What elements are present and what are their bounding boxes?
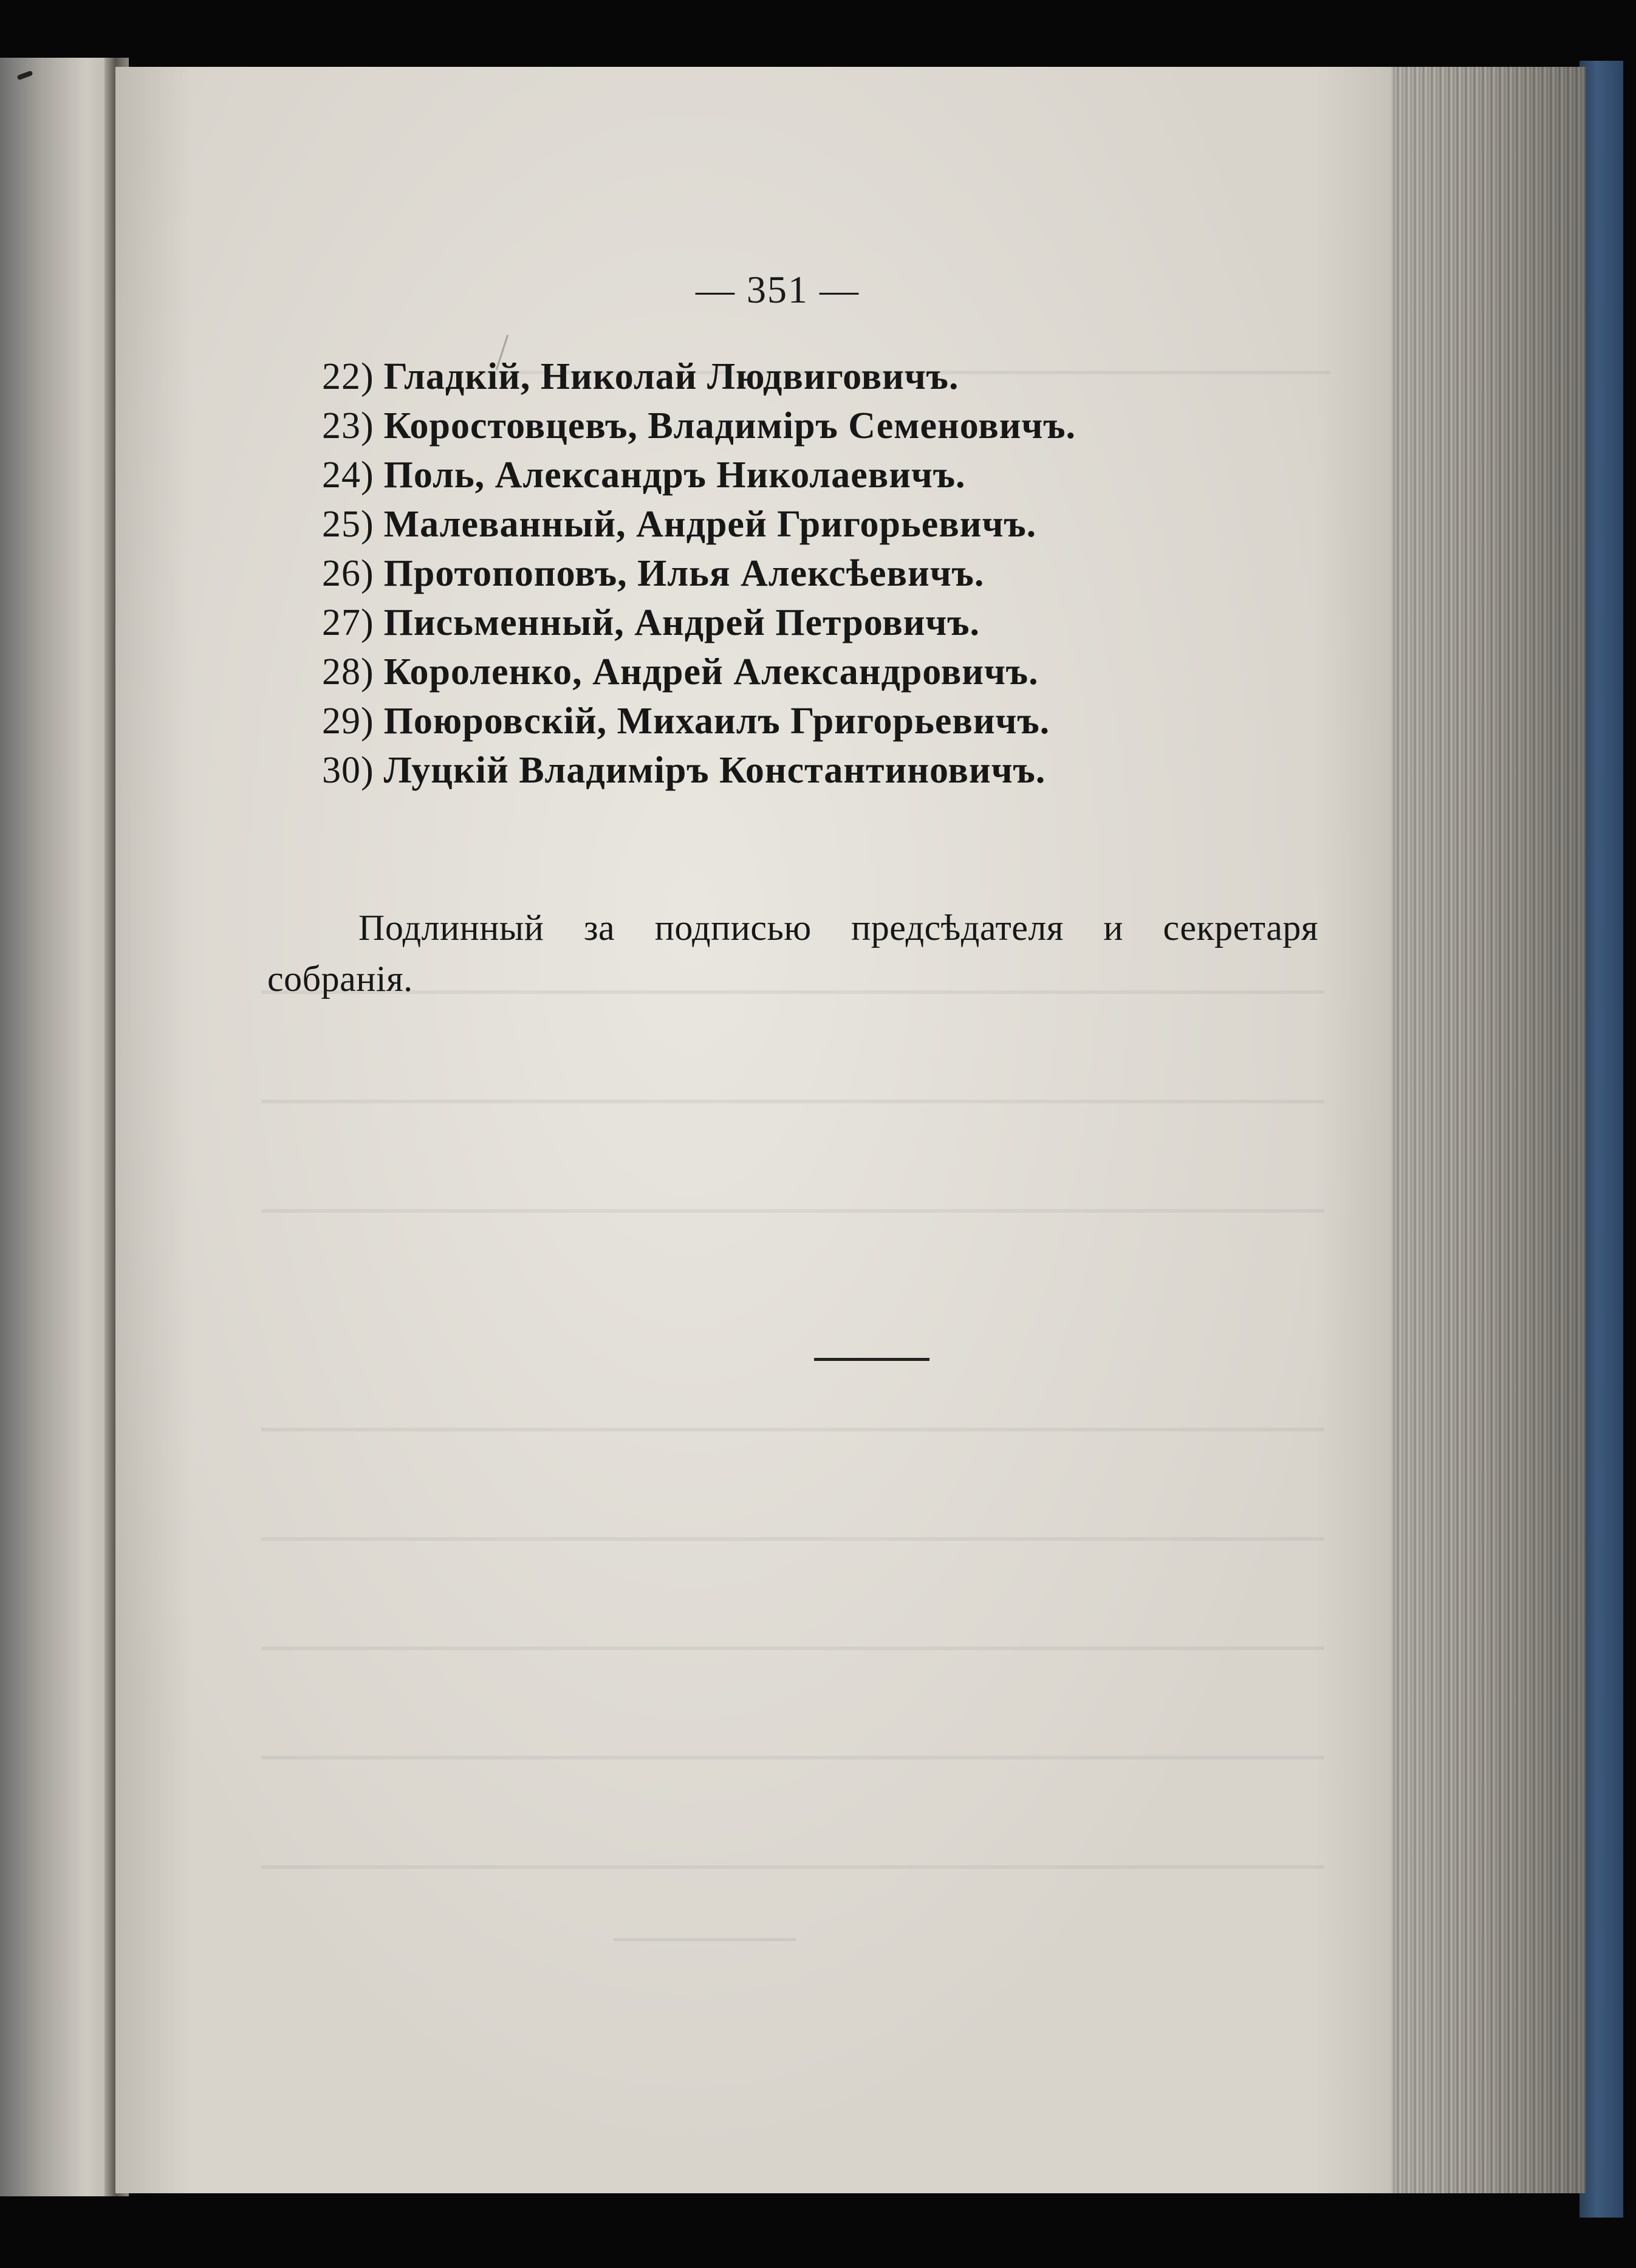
list-item — [322, 648, 1076, 697]
member-name-list — [322, 352, 1076, 795]
entry-name: Поюровскiй, Михаилъ Григорьевичъ. — [383, 701, 1050, 742]
entry-number: 25) — [322, 504, 374, 545]
entry-number: 24) — [322, 454, 374, 496]
entry-name: Коростовцевъ, Владимiръ Семеновичъ. — [383, 405, 1076, 447]
entry-number: 28) — [322, 651, 374, 693]
list-item — [322, 451, 1076, 500]
list-item — [322, 549, 1076, 598]
bleed-through-texture — [614, 1938, 796, 1941]
page-number: — 351 — — [696, 268, 860, 311]
entry-name: Гладкiй, Николай Людвиговичъ. — [383, 356, 959, 397]
entry-number: 29) — [322, 701, 374, 742]
entry-number: 23) — [322, 405, 374, 447]
entry-name: Поль, Александръ Николаевичъ. — [383, 454, 966, 496]
entry-name: Письменный, Андрей Петровичъ. — [383, 602, 981, 643]
list-item — [322, 500, 1076, 549]
entry-name: Короленко, Андрей Александровичъ. — [383, 651, 1039, 693]
list-item — [322, 598, 1076, 648]
closing-note: Подлинный за подписью предсѣдателя и секретаря собранiя. — [267, 908, 1318, 999]
book-cover-edge — [1580, 61, 1623, 2218]
book-page — [115, 67, 1391, 2193]
entry-name: Луцкiй Владимiръ Константиновичъ. — [383, 750, 1046, 791]
entry-number: 26) — [322, 553, 374, 594]
entry-number: 22) — [322, 356, 374, 397]
page-stack-shading — [1385, 67, 1586, 2193]
section-divider-rule — [814, 1358, 929, 1361]
entry-name: Протопоповъ, Илья Алексѣевичъ. — [383, 553, 985, 594]
bleed-through-texture — [261, 1646, 1324, 1650]
entry-number: 30) — [322, 750, 374, 791]
bleed-through-texture — [261, 1209, 1324, 1213]
previous-page-edge — [0, 58, 115, 2196]
list-item — [322, 352, 1076, 402]
bleed-through-texture — [261, 1100, 1324, 1103]
entry-name: Малеванный, Андрей Григорьевичъ. — [383, 504, 1037, 545]
bleed-through-texture — [261, 1756, 1324, 1759]
entry-number: 27) — [322, 602, 374, 643]
bleed-through-texture — [261, 1428, 1324, 1431]
bleed-through-texture — [261, 1537, 1324, 1541]
bleed-through-texture — [261, 1865, 1324, 1869]
list-item — [322, 402, 1076, 451]
list-item — [322, 746, 1076, 795]
list-item — [322, 697, 1076, 746]
